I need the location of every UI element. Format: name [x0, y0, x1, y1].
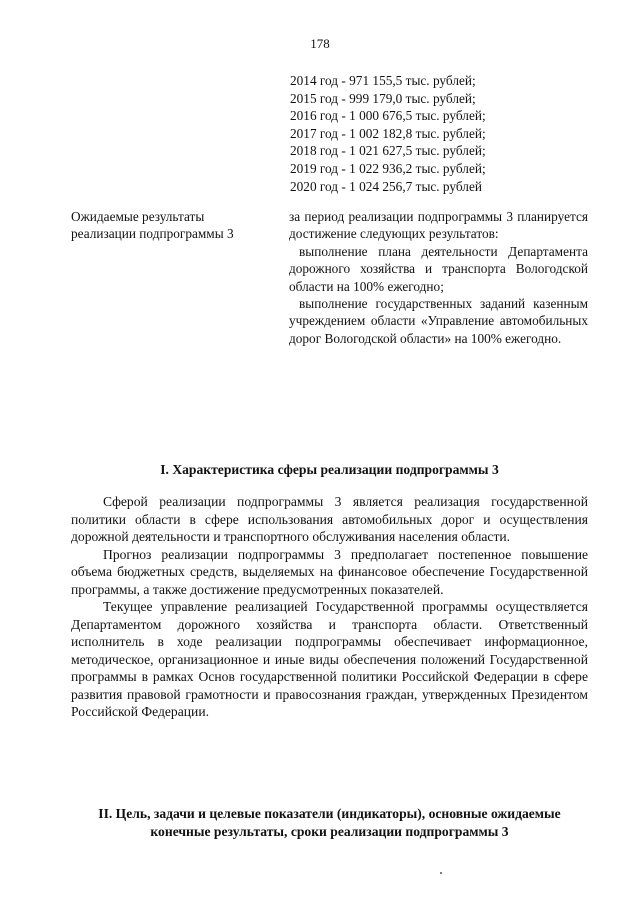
body-paragraph: Текущее управление реализацией Государственной программы осуществляется Департаментом дорожного хозяйства и транспорта области. Ответственный исполнитель в ходе реализации подпрограммы обеспечивает информационное, методическое, организационное и иные виды обеспечения положений Государственной программы в рамках Основ государственной политики Российской Федерации в сфере развития правовой грамотности и правосознания граждан, утвержденных Президентом Российской Федерации. — [71, 599, 588, 719]
expected-results-text — [289, 208, 588, 347]
section-1-heading: I. Характеристика сферы реализации подпрограммы 3 — [160, 462, 499, 477]
page-number: 178 — [310, 36, 330, 51]
funding-line-2019: 2019 год - 1 022 936,2 тыс. рублей; — [290, 160, 486, 176]
section-2-heading: II. Цель, задачи и целевые показатели (индикаторы), основные ожидаемые конечные результаты, сроки реализации подпрограммы 3 — [98, 806, 561, 839]
funding-line-2015: 2015 год - 999 179,0 тыс. рублей; — [290, 90, 476, 106]
funding-line-2017: 2017 год - 1 002 182,8 тыс. рублей; — [290, 125, 486, 141]
expected-result-item: выполнение плана деятельности Департамента дорожного хозяйства и транспорта Вологодской области на 100% ежегодно; — [289, 243, 588, 294]
funding-line-2016: 2016 год - 1 000 676,5 тыс. рублей; — [290, 108, 486, 124]
funding-by-year-list — [290, 72, 530, 195]
body-paragraph: Прогноз реализации подпрограммы 3 предполагает постепенное повышение объема бюджетных средств, выделяемых на финансовое обеспечение Государственной программы, а также достижение предусмотренных показателей. — [71, 546, 588, 597]
funding-line-2018: 2018 год - 1 021 627,5 тыс. рублей; — [290, 143, 486, 159]
scan-speck — [440, 872, 442, 874]
funding-line-2020: 2020 год - 1 024 256,7 тыс. рублей — [290, 178, 482, 194]
expected-results-label: Ожидаемые результаты реализации подпрограммы 3 — [71, 209, 234, 242]
expected-result-item: выполнение государственных заданий казенным учреждением области «Управление автомобильных дорог Вологодской области» на 100% ежегодно. — [289, 296, 588, 346]
funding-line-2014: 2014 год - 971 155,5 тыс. рублей; — [290, 73, 476, 88]
expected-results-intro: за период реализации подпрограммы 3 планируется достижение следующих результатов: — [289, 209, 588, 242]
section-1-body — [71, 493, 588, 721]
body-paragraph: Сферой реализации подпрограммы 3 является реализация государственной политики области в сфере использования автомобильных дорог и осуществления дорожной деятельности и транспортного обслуживания населения области. — [71, 494, 588, 544]
